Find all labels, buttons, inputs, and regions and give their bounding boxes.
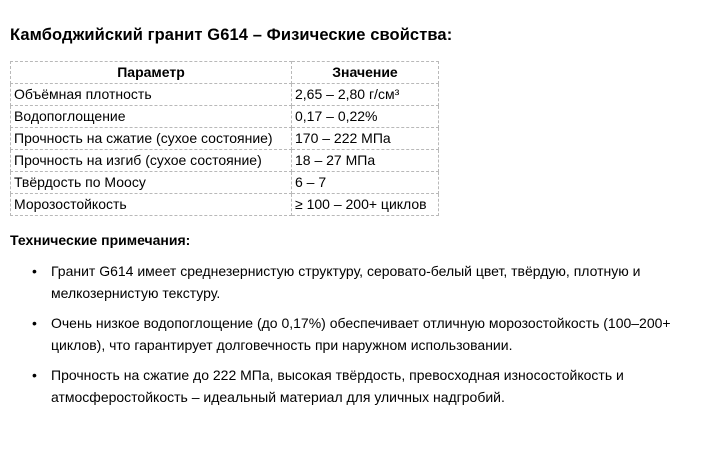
cell-value: 2,65 – 2,80 г/см³ (292, 84, 439, 106)
list-item (32, 312, 710, 356)
table-header-row (11, 62, 439, 84)
list-item (32, 364, 710, 408)
notes-list (10, 260, 710, 408)
document (10, 24, 710, 416)
table-row (11, 172, 439, 194)
table-row (11, 106, 439, 128)
cell-value: ≥ 100 – 200+ циклов (292, 194, 439, 216)
cell-value: 170 – 222 МПа (292, 128, 439, 150)
table-row (11, 128, 439, 150)
cell-value: 0,17 – 0,22% (292, 106, 439, 128)
table-row (11, 84, 439, 106)
cell-parameter: Прочность на изгиб (сухое состояние) (11, 150, 292, 172)
cell-parameter: Объёмная плотность (11, 84, 292, 106)
properties-table (10, 61, 439, 216)
bullet-icon: • (32, 315, 37, 331)
bullet-icon: • (32, 367, 37, 383)
list-item (32, 260, 710, 304)
cell-parameter: Водопоглощение (11, 106, 292, 128)
note-text: Прочность на сжатие до 222 МПа, высокая твёрдость, превосходная износостойкость и атмосферостойкость – идеальный материал для уличных надгробий. (51, 367, 624, 405)
header-parameter: Параметр (11, 62, 292, 84)
document-title: Камбоджийский гранит G614 – Физические свойства: (10, 26, 453, 44)
cell-value: 18 – 27 МПа (292, 150, 439, 172)
cell-parameter: Прочность на сжатие (сухое состояние) (11, 128, 292, 150)
cell-parameter: Морозостойкость (11, 194, 292, 216)
table-row (11, 194, 439, 216)
cell-parameter: Твёрдость по Моосу (11, 172, 292, 194)
header-value: Значение (292, 62, 439, 84)
table-row (11, 150, 439, 172)
notes-title: Технические примечания: (10, 232, 191, 248)
note-text: Очень низкое водопоглощение (до 0,17%) обеспечивает отличную морозостойкость (100–200+ циклов), что гарантирует долговечность при наружном использовании. (51, 315, 671, 353)
cell-value: 6 – 7 (292, 172, 439, 194)
bullet-icon: • (32, 263, 37, 279)
note-text: Гранит G614 имеет среднезернистую структуру, серовато-белый цвет, твёрдую, плотную и мелкозернистую текстуру. (51, 263, 641, 301)
